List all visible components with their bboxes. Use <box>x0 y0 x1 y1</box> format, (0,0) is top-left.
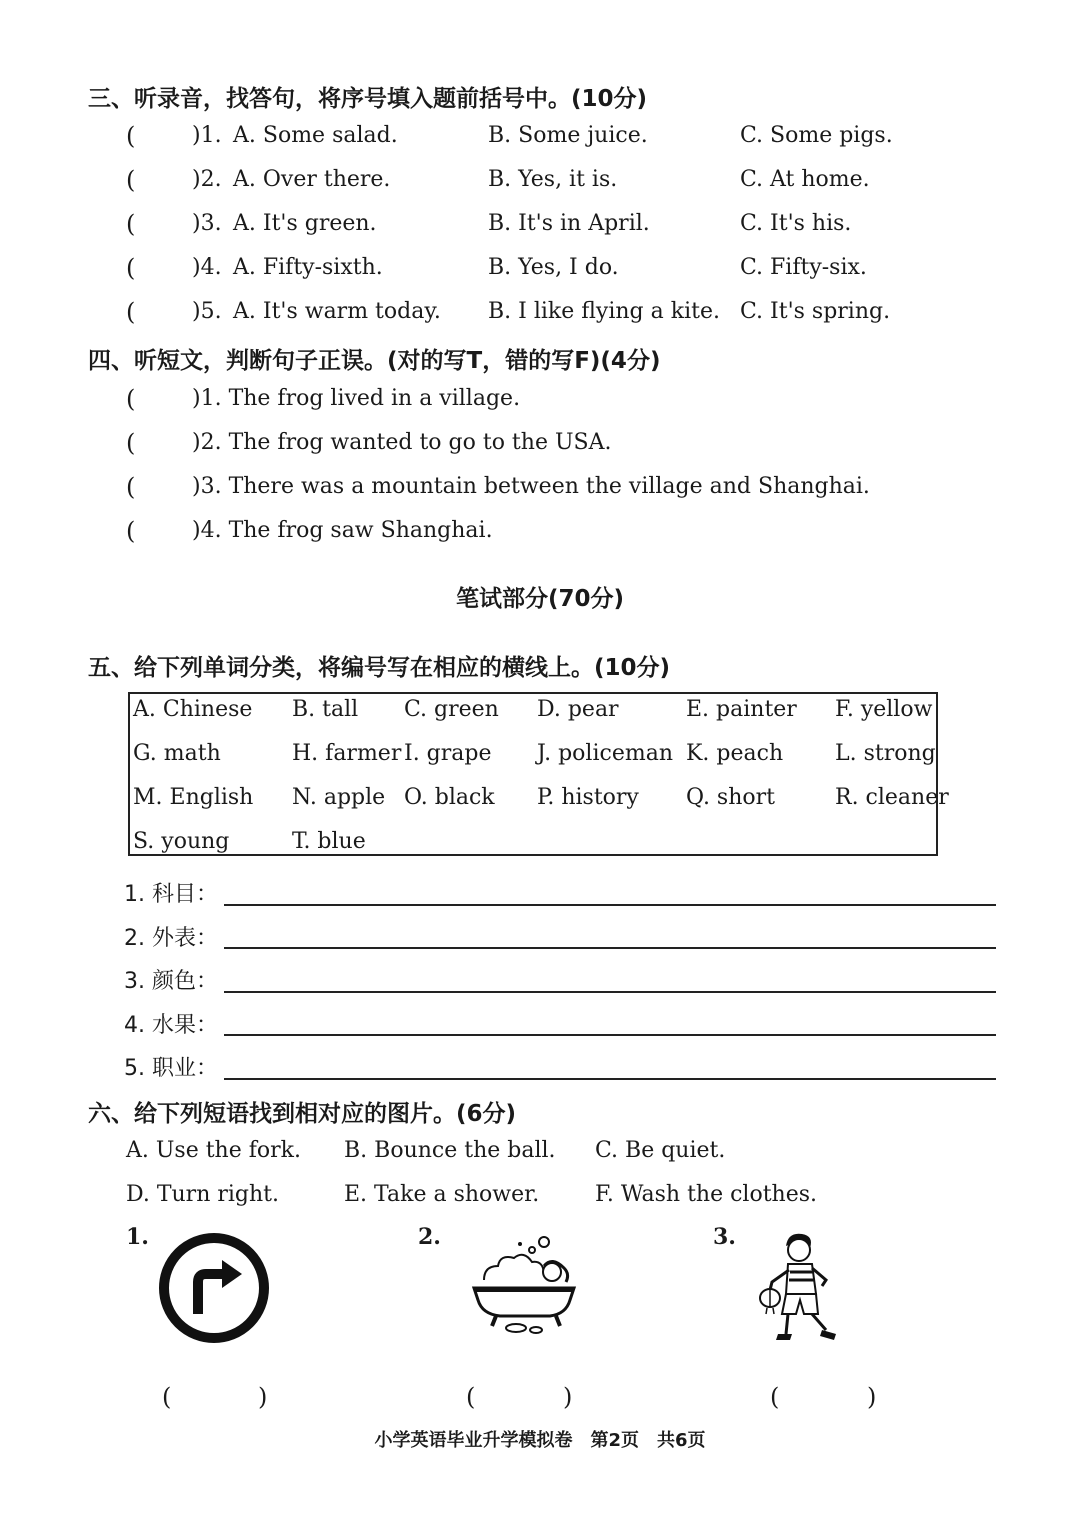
phrase-b: B. Bounce the ball. <box>344 1138 556 1163</box>
word-item: Q. short <box>686 785 775 810</box>
category-label: 2. 外表： <box>124 926 218 951</box>
answer-line[interactable] <box>224 947 996 949</box>
option-b: B. It's in April. <box>488 211 650 236</box>
close-paren: ) <box>867 1383 877 1411</box>
item-number: )5. <box>192 299 222 324</box>
phrase-a: A. Use the fork. <box>126 1138 301 1163</box>
item-number: )4. <box>192 255 222 280</box>
answer-line[interactable] <box>224 904 996 906</box>
word-item: R. cleaner <box>835 785 949 810</box>
word-item: S. young <box>133 829 230 854</box>
answer-bracket[interactable]: ( <box>126 254 136 282</box>
word-item: T. blue <box>292 829 366 854</box>
section3-title: 三、听录音，找答句，将序号填入题前括号中。(10分) <box>88 86 648 112</box>
phrase-e: E. Take a shower. <box>344 1182 540 1207</box>
close-paren: ) <box>258 1383 268 1411</box>
option-a: A. It's green. <box>233 211 377 236</box>
word-item: J. policeman <box>537 741 673 766</box>
option-b: B. Yes, it is. <box>488 167 618 192</box>
word-item: N. apple <box>292 785 386 810</box>
word-item: A. Chinese <box>133 697 253 722</box>
phrase-d: D. Turn right. <box>126 1182 280 1207</box>
answer-line[interactable] <box>224 991 996 993</box>
word-item: H. farmer <box>292 741 402 766</box>
option-a: A. Fifty-sixth. <box>233 255 383 280</box>
option-a: A. It's warm today. <box>233 299 441 324</box>
word-item: I. grape <box>404 741 492 766</box>
statement-4: )4. The frog saw Shanghai. <box>192 518 493 543</box>
open-paren: ( <box>770 1383 780 1411</box>
word-item: G. math <box>133 741 221 766</box>
close-paren: ) <box>563 1383 573 1411</box>
category-label: 1. 科目： <box>124 882 218 907</box>
answer-bracket[interactable]: ( <box>126 210 136 238</box>
answer-bracket[interactable]: ( <box>126 298 136 326</box>
option-a: A. Over there. <box>233 167 391 192</box>
word-item: E. painter <box>686 697 797 722</box>
option-a: A. Some salad. <box>233 123 398 148</box>
section5-title: 五、给下列单词分类，将编号写在相应的横线上。(10分) <box>88 655 671 681</box>
option-c: C. Fifty-six. <box>740 255 867 280</box>
category-label: 4. 水果： <box>124 1013 218 1038</box>
item-number: )3. <box>192 211 222 236</box>
option-c: C. Some pigs. <box>740 123 893 148</box>
word-item: K. peach <box>686 741 784 766</box>
section4-title: 四、听短文，判断句子正误。(对的写T，错的写F)(4分) <box>88 348 661 374</box>
statement-3: )3. There was a mountain between the village and Shanghai. <box>192 474 870 499</box>
word-item: F. yellow <box>835 697 933 722</box>
page-footer: 小学英语毕业升学模拟卷 第2页 共6页 <box>374 1430 706 1451</box>
category-label: 5. 职业： <box>124 1056 218 1081</box>
turn-right-sign-icon <box>156 1230 272 1346</box>
word-box <box>128 692 949 856</box>
item-number: )2. <box>192 167 222 192</box>
word-item: P. history <box>537 785 639 810</box>
answer-bracket[interactable]: ( <box>126 473 136 501</box>
bath-shower-icon <box>470 1230 582 1342</box>
picture-number-2: 2. <box>418 1224 441 1250</box>
bounce-ball-icon <box>756 1230 846 1348</box>
option-b: B. Yes, I do. <box>488 255 619 280</box>
answer-bracket[interactable]: ( <box>126 429 136 457</box>
picture-number-3: 3. <box>713 1224 736 1250</box>
option-c: C. It's spring. <box>740 299 891 324</box>
answer-line[interactable] <box>224 1034 996 1036</box>
option-c: C. At home. <box>740 167 870 192</box>
word-item: M. English <box>133 785 254 810</box>
answer-line[interactable] <box>224 1078 996 1080</box>
statement-1: )1. The frog lived in a village. <box>192 386 521 411</box>
word-item: D. pear <box>537 697 619 722</box>
written-part-title: 笔试部分(70分) <box>455 586 625 612</box>
word-item: O. black <box>404 785 495 810</box>
word-item: B. tall <box>292 697 359 722</box>
word-item: L. strong <box>835 741 936 766</box>
answer-bracket[interactable]: ( <box>126 517 136 545</box>
option-b: B. I like flying a kite. <box>488 299 720 324</box>
option-b: B. Some juice. <box>488 123 648 148</box>
section6-title: 六、给下列短语找到相对应的图片。(6分) <box>88 1101 517 1127</box>
item-number: )1. <box>192 123 222 148</box>
answer-bracket[interactable]: ( <box>126 166 136 194</box>
statement-2: )2. The frog wanted to go to the USA. <box>192 430 612 455</box>
category-label: 3. 颜色： <box>124 969 218 994</box>
answer-bracket[interactable]: ( <box>126 385 136 413</box>
word-item: C. green <box>404 697 499 722</box>
picture-number-1: 1. <box>126 1224 149 1250</box>
phrase-f: F. Wash the clothes. <box>595 1182 818 1207</box>
option-c: C. It's his. <box>740 211 852 236</box>
answer-bracket[interactable]: ( <box>126 122 136 150</box>
open-paren: ( <box>466 1383 476 1411</box>
phrase-c: C. Be quiet. <box>595 1138 726 1163</box>
open-paren: ( <box>162 1383 172 1411</box>
